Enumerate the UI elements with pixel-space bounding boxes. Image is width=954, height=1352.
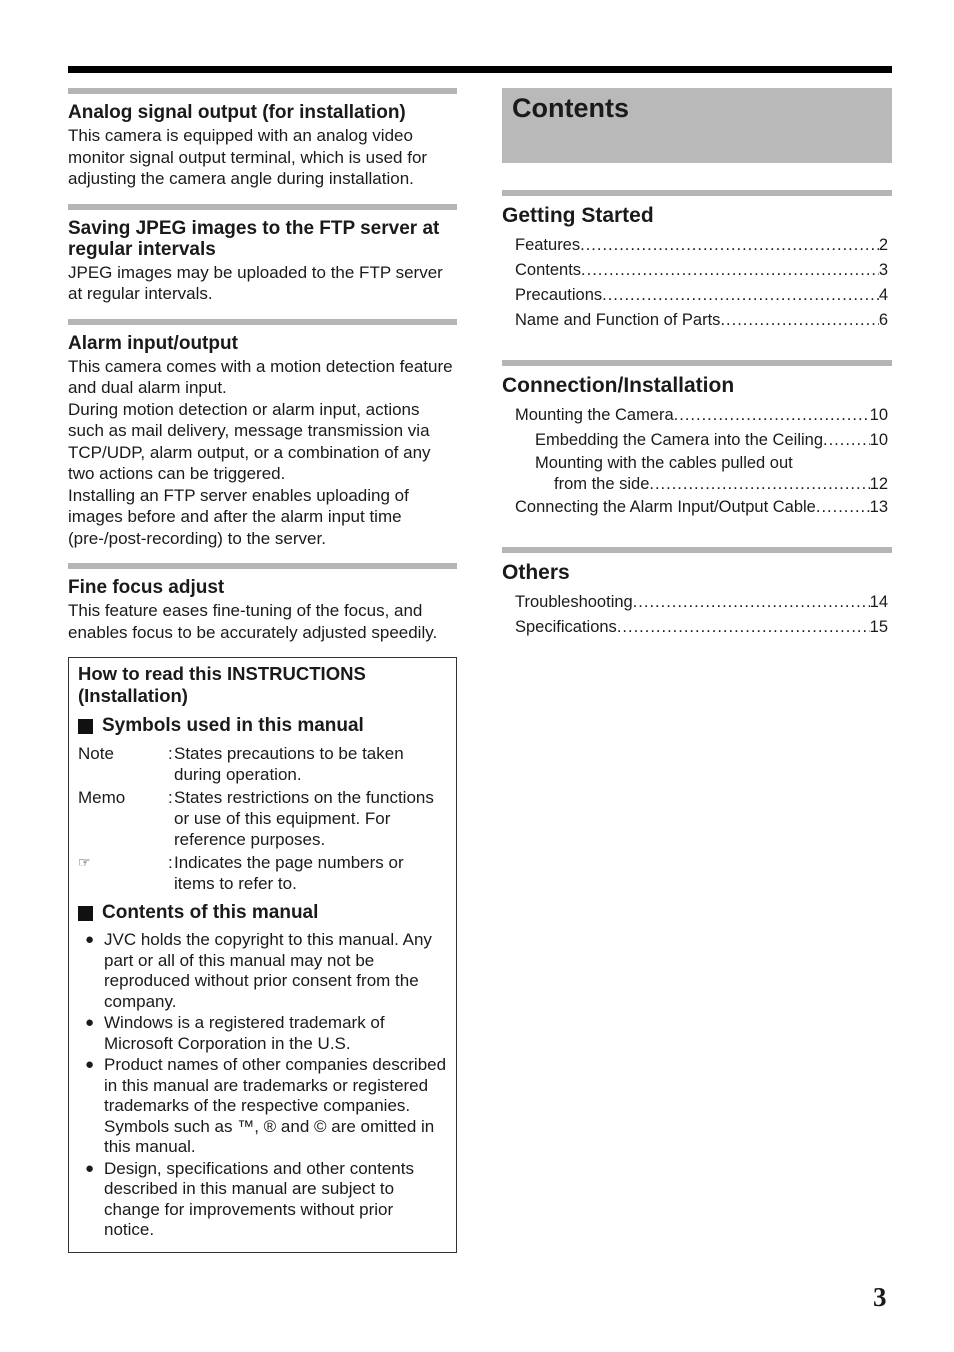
bullet-icon: ● xyxy=(85,1056,95,1073)
symbol-row-reference: ☞ : Indicates the page numbers or items to refer to. xyxy=(78,852,447,894)
toc-section-title: Others xyxy=(502,561,570,584)
toc-subentry[interactable]: Mounting with the cables pulled out xyxy=(535,454,793,472)
toc-entry[interactable]: Features ..... 2 xyxy=(502,233,892,258)
toc-entry[interactable]: Name and Function of Parts ..... 6 xyxy=(502,308,892,333)
toc-section-title: Connection/Installation xyxy=(502,374,735,397)
toc-entry[interactable]: Mounting the Camera ..... 10 xyxy=(502,403,892,428)
symbols-heading: Symbols used in this manual xyxy=(78,715,447,737)
top-rule xyxy=(68,66,892,73)
page-number: 3 xyxy=(873,1282,887,1312)
box-title: How to read this INSTRUCTIONS (Installation) xyxy=(78,663,366,706)
section-divider xyxy=(68,88,457,94)
page-title: Contents xyxy=(512,93,629,123)
section-divider xyxy=(68,319,457,325)
list-item: ● JVC holds the copyright to this manual. Any part or all of this manual may not be reproduced without prior consent from the company. xyxy=(78,930,447,1012)
toc-section-getting-started xyxy=(502,190,892,333)
bullet-icon: ● xyxy=(85,1159,95,1177)
section-body: This feature eases fine-tuning of the focus, and enables focus to be accurately adjusted speedily. xyxy=(68,601,438,642)
symbol-row-note: Note : States precautions to be taken during operation. xyxy=(78,743,447,785)
contents-header xyxy=(502,88,892,163)
toc-subentry-continued[interactable]: from the side ..... 12 xyxy=(502,474,892,495)
toc-entry[interactable]: Specifications ..... 15 xyxy=(502,615,892,640)
pointing-hand-icon: ☞ xyxy=(78,854,91,870)
how-to-read-box xyxy=(68,657,457,1253)
features-column xyxy=(68,88,457,1253)
section-body: This camera is equipped with an analog video monitor signal output terminal, which is used for adjusting the camera angle during installation. xyxy=(68,126,428,188)
bullet-icon: ● xyxy=(85,1014,95,1031)
symbol-row-memo: Memo : States restrictions on the functions or use of this equipment. For reference purposes. xyxy=(78,787,447,850)
section-title: Saving JPEG images to the FTP server at regular intervals xyxy=(68,217,440,260)
list-item: ● Design, specifications and other contents described in this manual are subject to change for improvements without prior notice. xyxy=(78,1159,447,1241)
symbol-desc: Indicates the page numbers or items to refer to. xyxy=(174,853,404,893)
section-body: This camera comes with a motion detection feature and dual alarm input. During motion detection or alarm input, actions such as mail delivery, message transmission via TCP/UDP, alarm output, or a combination of any two actions can be triggered. Installing an FTP server enables uploading of images before and after the alarm input time (pre-/post-recording) to the server. xyxy=(68,356,453,548)
section-title: Alarm input/output xyxy=(68,332,238,354)
list-item: ● Product names of other companies described in this manual are trademarks or registered trademarks of the respective companies. Symbols such as ™, ® and © are omitted in this manual. xyxy=(78,1055,447,1158)
toc-section-connection xyxy=(502,360,892,520)
toc-entry[interactable]: Precautions ..... 4 xyxy=(502,283,892,308)
toc-section-title: Getting Started xyxy=(502,204,654,227)
section-title: Analog signal output (for installation) xyxy=(68,102,406,123)
feature-section-alarm xyxy=(68,319,457,550)
feature-section-analog xyxy=(68,88,457,190)
toc-entry[interactable]: Contents ..... 3 xyxy=(502,258,892,283)
section-divider xyxy=(68,563,457,569)
toc-subentry[interactable]: Embedding the Camera into the Ceiling ..... 10 xyxy=(502,428,892,453)
section-body: JPEG images may be uploaded to the FTP server at regular intervals. xyxy=(68,262,443,303)
symbol-desc: States precautions to be taken during operation. xyxy=(174,744,404,784)
toc-entry[interactable]: Troubleshooting ..... 14 xyxy=(502,590,892,615)
feature-section-jpeg-ftp xyxy=(68,204,457,305)
contents-heading: Contents of this manual xyxy=(78,902,447,924)
square-bullet-icon xyxy=(78,719,93,734)
square-bullet-icon xyxy=(78,906,93,921)
list-item: ● Windows is a registered trademark of Microsoft Corporation in the U.S. xyxy=(78,1013,447,1054)
section-divider xyxy=(68,204,457,210)
section-divider xyxy=(502,190,892,196)
contents-column xyxy=(502,88,892,640)
contents-bullet-list xyxy=(78,930,447,1241)
section-divider xyxy=(502,547,892,553)
bullet-icon: ● xyxy=(85,931,95,948)
symbol-desc: States restrictions on the functions or use of this equipment. For reference purposes. xyxy=(174,788,434,849)
feature-section-focus xyxy=(68,563,457,643)
symbol-key: Note xyxy=(78,744,114,763)
symbol-key: Memo xyxy=(78,788,126,807)
toc-section-others xyxy=(502,547,892,640)
section-divider xyxy=(502,360,892,366)
section-title: Fine focus adjust xyxy=(68,577,225,598)
toc-entry[interactable]: Connecting the Alarm Input/Output Cable ..... 13 xyxy=(502,495,892,520)
